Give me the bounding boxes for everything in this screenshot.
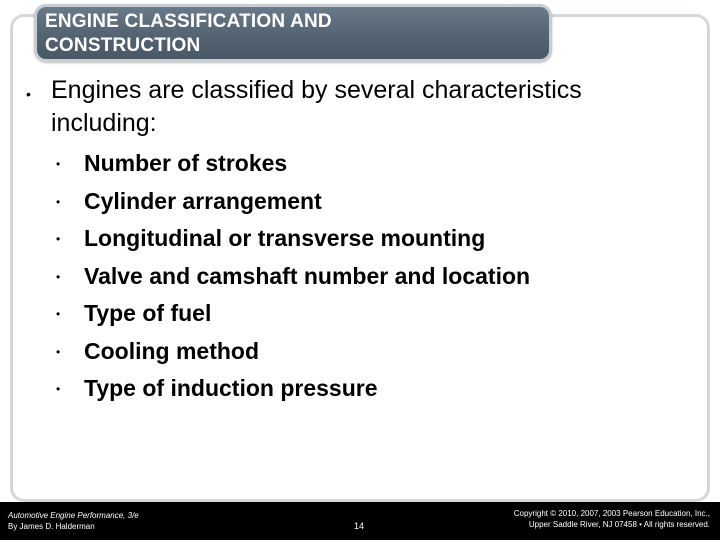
bullet-dot-icon: • [56,307,61,321]
list-item-label: Number of strokes [84,150,288,177]
page-number: 14 [354,521,365,531]
list-item [56,145,676,183]
intro-text: Engines are classified by several characteristics including: [51,76,582,137]
book-title: Automotive Engine Performance, 3/e [8,511,139,520]
list-item [56,220,676,258]
bullet-dot-icon: • [26,86,31,102]
list-item [56,295,676,333]
footer-bar [0,502,720,540]
slide-title: ENGINE CLASSIFICATION AND CONSTRUCTION [45,11,332,56]
list-item-label: Cylinder arrangement [84,187,322,214]
bullet-dot-icon: • [56,157,61,171]
list-item-label: Type of induction pressure [84,375,378,402]
list-item-label: Type of fuel [84,300,212,327]
intro-bullet [26,74,686,140]
bullet-dot-icon: • [56,232,61,246]
list-item [56,370,676,408]
author: By James D. Halderman [8,522,95,531]
characteristics-list [56,145,676,408]
footer-book-info [8,510,139,532]
copyright [514,508,710,530]
list-item-label: Valve and camshaft number and location [84,262,531,289]
copyright-line-2: Upper Saddle River, NJ 07458 • All rights reserved. [528,520,710,529]
list-item [56,333,676,371]
list-item-label: Cooling method [84,337,260,364]
bullet-dot-icon: • [56,344,61,359]
list-item [56,183,676,221]
list-item [56,258,676,296]
copyright-line-1: Copyright © 2010, 2007, 2003 Pearson Education, Inc., [513,509,710,518]
bullet-dot-icon: • [56,382,61,396]
bullet-dot-icon: • [56,269,61,284]
list-item-label: Longitudinal or transverse mounting [84,225,486,252]
title-banner [34,4,552,62]
bullet-dot-icon: • [56,194,61,209]
